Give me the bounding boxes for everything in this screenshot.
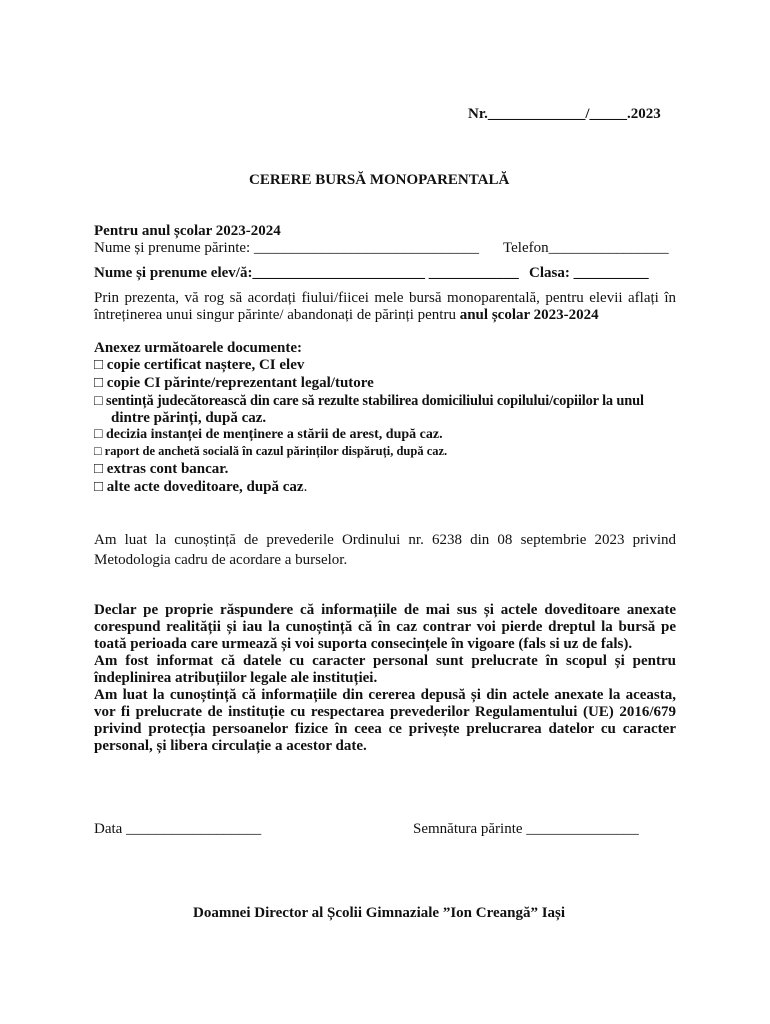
class-line: Clasa: __________: [529, 265, 649, 281]
parent-name-line: Nume și prenume părinte: ______________________________: [94, 240, 479, 256]
order-paragraph: Am luat la cunoștință de prevederile Ordinului nr. 6238 din 08 septembrie 2023 privind Metodologia cadru de acordare a burselor.: [94, 532, 676, 568]
request-paragraph: [94, 290, 676, 324]
annex-item: □ copie CI părinte/reprezentant legal/tutore: [94, 375, 374, 391]
addressee: Doamnei Director al Școlii Gimnaziale ”Ion Creangă” Iași: [193, 905, 566, 921]
annex-item: □ extras cont bancar.: [94, 461, 229, 477]
data-processing-paragraph: Am fost informat că datele cu caracter personal sunt prelucrate în scopul și pentru îndeplinirea atribuțiilor legale ale instituției.: [94, 653, 676, 686]
student-name-line: Nume și prenume elev/ă:_______________________ ____________: [94, 265, 519, 281]
annex-title: Anexez următoarele documente:: [94, 340, 302, 356]
request-school-year: anul școlar 2023-2024: [459, 307, 599, 323]
phone-line: Telefon________________: [503, 240, 669, 256]
annex-item: □ raport de anchetă socială în cazul părinților dispăruți, după caz.: [94, 444, 448, 458]
request-text: Prin prezenta, vă rog să acordați fiului/fiicei mele bursă monoparentală, pentru elevii aflați în întreținerea unui singur părinte/ abandonați de părinți pentru: [94, 290, 676, 323]
declaration-paragraph: Declar pe proprie răspundere că informațiile de mai sus și actele doveditoare anexate corespund realității și iau la cunoștință că în caz contrar voi pierde dreptul la bursă pe toată perioada care urmează și voi suporta consecințele în vigoare (fals si uz de fals).: [94, 602, 676, 652]
registration-number: Nr._____________/_____.2023: [468, 106, 661, 122]
gdpr-paragraph: Am luat la cunoștință că informațiile din cererea depusă și din actele anexate la aceasta, vor fi prelucrate de instituție cu respectarea prevederilor Regulamentului (UE) 2016/679 privind protecția persoanelor fizice în ceea ce privește prelucrarea datelor cu caracter personal, și libera circulație a acestor date.: [94, 687, 676, 754]
annex-item: □ copie certificat naștere, CI elev: [94, 357, 305, 373]
annex-item: □ decizia instanței de menținere a stării de arest, după caz.: [94, 427, 443, 442]
annex-item-period: .: [303, 479, 308, 495]
document-title: CERERE BURSĂ MONOPARENTALĂ: [249, 172, 510, 188]
date-line: Data __________________: [94, 821, 262, 837]
signature-line: Semnătura părinte _______________: [413, 821, 639, 837]
annex-item-continuation: dintre părinți, după caz.: [111, 410, 267, 426]
school-year: Pentru anul școlar 2023-2024: [94, 223, 281, 239]
annex-item-last: [94, 479, 307, 496]
annex-item: □ sentință judecătorească din care să rezulte stabilirea domiciliului copilului/copiilor la unul: [94, 393, 644, 409]
annex-item: □ alte acte doveditoare, după caz: [94, 479, 304, 495]
